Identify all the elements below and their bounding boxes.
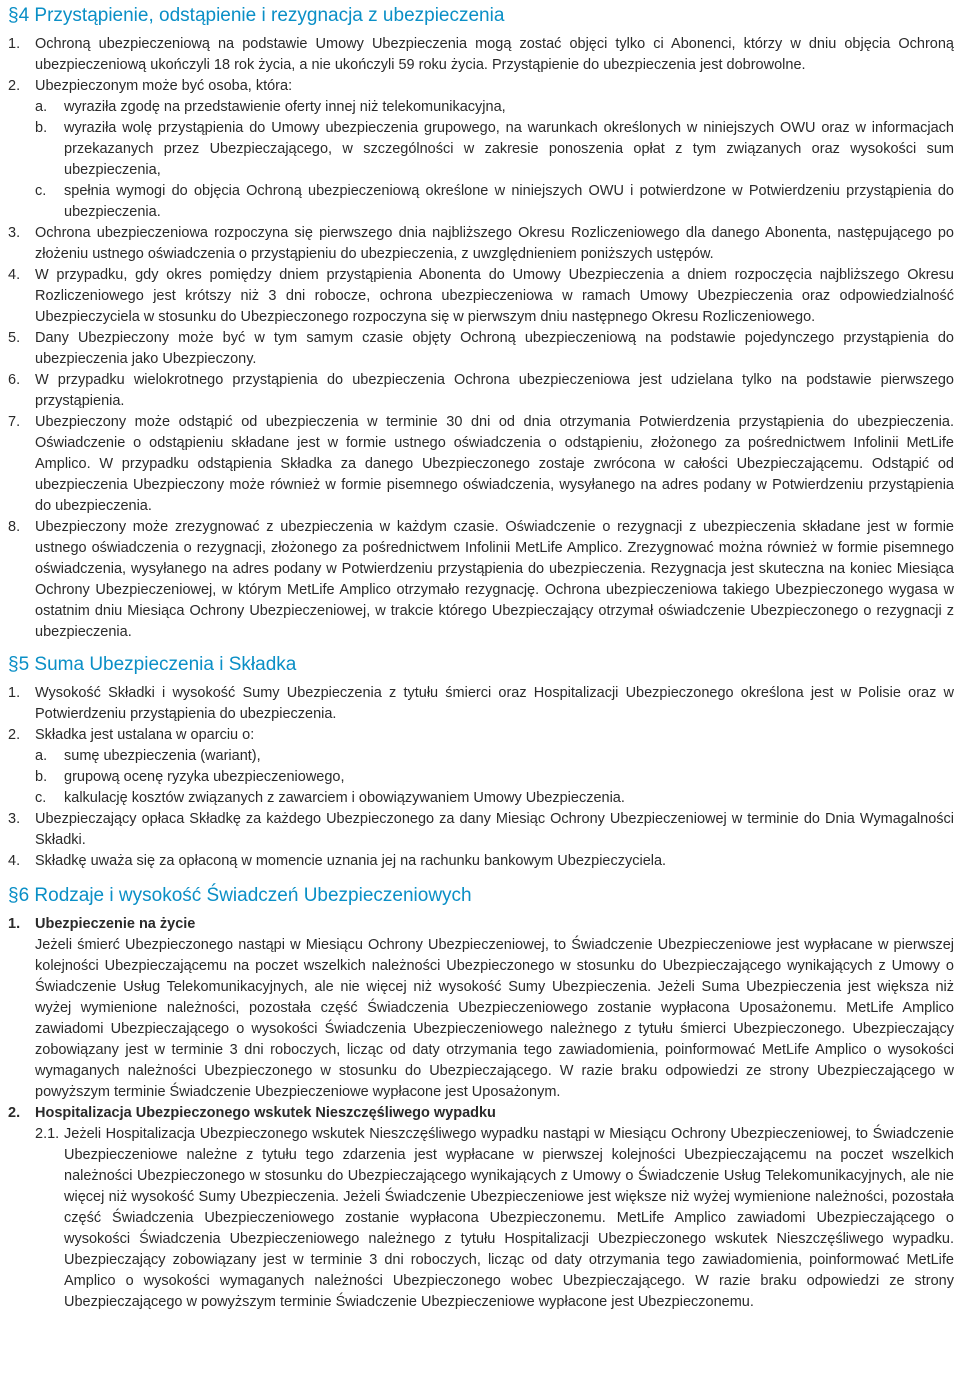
sub-letter: a. xyxy=(35,99,48,115)
s6-heading-2 xyxy=(8,1103,954,1124)
item-number: 3. xyxy=(8,811,21,827)
s5-sub-b xyxy=(8,767,954,788)
item-number: 2. xyxy=(8,78,21,94)
sub-text: grupową ocenę ryzyka ubezpieczeniowego, xyxy=(64,769,345,785)
item-text: Dany Ubezpieczony może być w tym samym czasie objęty Ochroną ubezpieczeniową na podstawie pojedynczego przystąpienia do ubezpieczenia jako Ubezpieczony. xyxy=(35,330,954,367)
item-text: Hospitalizacja Ubezpieczonego wskutek Nieszczęśliwego wypadku xyxy=(35,1105,496,1121)
sub-letter: c. xyxy=(35,790,47,806)
s6-subitem-2-1 xyxy=(8,1124,954,1313)
s4-sub-c xyxy=(8,181,954,223)
s6-paragraph-1: Jeżeli śmierć Ubezpieczonego nastąpi w Miesiącu Ochrony Ubezpieczeniowej, to Świadczenie Ubezpieczeniowe jest wypłacane w pierwszej kolejności Ubezpieczającemu na poczet wszelkich należności Ubezpieczonego w stosunku do Ubezpieczającego wynikających z Umowy o Świadczenie Usług Telekomunikacyjnych, ale nie więcej niż wysokość Sumy Ubezpieczenia. Jeżeli Suma Ubezpieczenia jest większa niż wyżej wymienione należności, pozostała część Świadczenia Ubezpieczeniowego zostanie wypłacona Uposażonemu. MetLife Amplico zawiadomi Ubezpieczającego o wysokości Świadczenia Ubezpieczeniowego należnego z tytułu śmierci Ubezpieczonego. Ubezpieczający zobowiązany jest w terminie 3 dni roboczych, licząc od daty otrzymania tego zawiadomienia, poinformować MetLife Amplico o wysokości wymaganych należności Ubezpieczonego w stosunku do Ubezpieczającego. W razie braku odpowiedzi ze strony Ubezpieczającego w powyższym terminie Świadczenie Ubezpieczeniowe wypłacone jest Uposażonym. xyxy=(35,937,954,1100)
item-text: Wysokość Składki i wysokość Sumy Ubezpieczenia z tytułu śmierci oraz Hospitalizacji Ubezpieczonego określona jest w Polisie oraz w Potwierdzeniu przystąpienia do ubezpieczenia. xyxy=(35,685,954,722)
item-number: 5. xyxy=(8,330,21,346)
item-number: 1. xyxy=(8,916,21,932)
item-text: W przypadku wielokrotnego przystąpienia do ubezpieczenia Ochrona ubezpieczeniowa jest udzielana tylko na podstawie pierwszego przystąpienia. xyxy=(35,372,954,409)
item-text: Ubezpieczony może odstąpić od ubezpieczenia w terminie 30 dni od dnia otrzymania Potwierdzenia przystąpienia do ubezpieczenia. Oświadczenie o odstąpieniu składane jest w formie ustnego oświadczenia o odstąpieniu, złożonego za pośrednictwem Infolinii MetLife Amplico. W przypadku odstąpienia Składka za danego Ubezpieczonego zostaje zwrócona w całości Ubezpieczającemu. Odstąpić od ubezpieczenia Ubezpieczony może również w formie pisemnego oświadczenia, wysyłanego na adres podany w Potwierdzeniu przystąpienia do ubezpieczenia. xyxy=(35,414,954,514)
item-number: 2. xyxy=(8,1105,21,1121)
subitem-number: 2.1. xyxy=(35,1126,60,1142)
s5-item-2 xyxy=(8,725,954,746)
item-number: 8. xyxy=(8,519,21,535)
item-text: Składka jest ustalana w oparciu o: xyxy=(35,727,255,743)
item-text: Ochrona ubezpieczeniowa rozpoczyna się pierwszego dnia najbliższego Okresu Rozliczeniowego dla danego Abonenta, następującego po złożeniu ustnego oświadczenia o przystąpieniu do ubezpieczenia, z uwzględnieniem poniższych ustępów. xyxy=(35,225,954,262)
item-text: Ubezpieczony może zrezygnować z ubezpieczenia w każdym czasie. Oświadczenie o rezygnacji z ubezpieczenia składane jest w formie ustnego oświadczenia o rezygnacji, złożonego za pośrednictwem Infolinii MetLife Amplico. Zrezygnować można również w formie pisemnego oświadczenia, wysyłanego na adres podany w Potwierdzeniu przystąpienia do ubezpieczenia. Rezygnacja jest skuteczna na koniec Miesiąca Ochrony Ubezpieczeniowej, w którym MetLife Amplico otrzymało rezygnację. Ochrona ubezpieczeniowa takiego Ubezpieczonego wygasa w ostatnim dniu Miesiąca Ochrony Ubezpieczeniowej, w trakcie którego Ubezpieczający otrzymał oświadczenie Ubezpieczonego o rezygnacji z ubezpieczenia. xyxy=(35,519,954,640)
item-number: 1. xyxy=(8,685,21,701)
sub-text: spełnia wymogi do objęcia Ochroną ubezpieczeniową określone w niniejszych OWU i potwierdzone w Potwierdzeniu przystąpienia do ubezpieczenia. xyxy=(64,183,954,220)
item-text: W przypadku, gdy okres pomiędzy dniem przystąpienia Abonenta do Umowy Ubezpieczenia a dniem rozpoczęcia najbliższego Okresu Rozliczeniowego jest krótszy niż 3 dni robocze, ochrona ubezpieczeniowa w ramach Umowy Ubezpieczenia oraz odpowiedzialność Ubezpieczyciela w stosunku do Ubezpieczonego rozpoczyna się w pierwszym dniu następnego Okresu Rozliczeniowego. xyxy=(35,267,954,325)
item-number: 4. xyxy=(8,853,21,869)
sub-text: wyraziła zgodę na przedstawienie oferty innej niż telekomunikacyjna, xyxy=(64,99,506,115)
s5-item-3 xyxy=(8,809,954,851)
s6-heading-1 xyxy=(8,914,954,935)
section-5-title: §5 Suma Ubezpieczenia i Składka xyxy=(8,654,297,675)
sub-letter: c. xyxy=(35,183,47,199)
item-number: 1. xyxy=(8,36,21,52)
item-text: Ubezpieczonym może być osoba, która: xyxy=(35,78,293,94)
item-text: Ubezpieczenie na życie xyxy=(35,916,196,932)
sub-text: kalkulację kosztów związanych z zawarciem i obowiązywaniem Umowy Ubezpieczenia. xyxy=(64,790,625,806)
s5-item-1 xyxy=(8,683,954,725)
sub-letter: a. xyxy=(35,748,48,764)
item-text: Ubezpieczający opłaca Składkę za każdego Ubezpieczonego za dany Miesiąc Ochrony Ubezpieczeniowej w terminie do Dnia Wymagalności Składki. xyxy=(35,811,954,848)
sub-text: wyraziła wolę przystąpienia do Umowy ubezpieczenia grupowego, na warunkach określonych w niniejszych OWU oraz w informacjach przekazanych przez Ubezpieczającego, w szczególności w zakresie ponoszenia opłat z tym związanych oraz wysokości sum ubezpieczenia, xyxy=(64,120,954,178)
section-4-title: §4 Przystąpienie, odstąpienie i rezygnacja z ubezpieczenia xyxy=(8,5,505,26)
s4-item-2 xyxy=(8,76,954,97)
item-number: 6. xyxy=(8,372,21,388)
section-6-title: §6 Rodzaje i wysokość Świadczeń Ubezpieczeniowych xyxy=(8,885,472,906)
s4-item-1 xyxy=(8,34,954,76)
s5-sub-c xyxy=(8,788,954,809)
s4-item-5 xyxy=(8,328,954,370)
s5-sub-a xyxy=(8,746,954,767)
s4-item-4 xyxy=(8,265,954,328)
sub-text: sumę ubezpieczenia (wariant), xyxy=(64,748,261,764)
s4-sub-a xyxy=(8,97,954,118)
s4-item-7 xyxy=(8,412,954,517)
s4-sub-b xyxy=(8,118,954,181)
s4-item-8 xyxy=(8,517,954,643)
item-text: Składkę uważa się za opłaconą w momencie uznania jej na rachunku bankowym Ubezpieczyciela. xyxy=(35,853,667,869)
item-number: 7. xyxy=(8,414,21,430)
item-number: 4. xyxy=(8,267,21,283)
item-number: 3. xyxy=(8,225,21,241)
sub-letter: b. xyxy=(35,769,48,785)
s4-item-3 xyxy=(8,223,954,265)
s5-item-4 xyxy=(8,851,954,872)
item-text: Ochroną ubezpieczeniową na podstawie Umowy Ubezpieczenia mogą zostać objęci tylko ci Abonenci, którzy w dniu objęcia Ochroną ubezpieczeniową ukończyli 18 rok życia, a nie ukończyli 59 roku życia. Przystąpienie do ubezpieczenia jest dobrowolne. xyxy=(35,36,954,73)
sub-letter: b. xyxy=(35,120,48,136)
s4-item-6 xyxy=(8,370,954,412)
item-number: 2. xyxy=(8,727,21,743)
subitem-text: Jeżeli Hospitalizacja Ubezpieczonego wskutek Nieszczęśliwego wypadku nastąpi w Miesiącu Ochrony Ubezpieczeniowej, to Świadczenie Ubezpieczeniowe należne z tytułu tego zdarzenia jest wypłacane w pierwszej kolejności Ubezpieczającemu na poczet wszelkich należności Ubezpieczonego w stosunku do Ubezpieczającego wynikających z Umowy o Świadczenie Usług Telekomunikacyjnych, ale nie więcej niż wysokość Sumy Ubezpieczenia. Jeżeli Świadczenie Ubezpieczeniowe jest większe niż wyżej wymienione należności, pozostała część Świadczenia Ubezpieczeniowego zostanie wypłacona Ubezpieczonemu. MetLife Amplico zawiadomi Ubezpieczającego o wysokości Świadczenia Ubezpieczeniowego należnego z tytułu Hospitalizacji Ubezpieczonego wskutek Nieszczęśliwego wypadku. Ubezpieczający zobowiązany jest w terminie 3 dni roboczych, licząc od daty otrzymania tego zawiadomienia, poinformować MetLife Amplico o wysokości wymaganych należności Ubezpieczonego wobec Ubezpieczającego. W razie braku odpowiedzi ze strony Ubezpieczającego w powyższym terminie Świadczenie Ubezpieczeniowe wypłacone jest Ubezpieczonemu. xyxy=(64,1126,954,1310)
